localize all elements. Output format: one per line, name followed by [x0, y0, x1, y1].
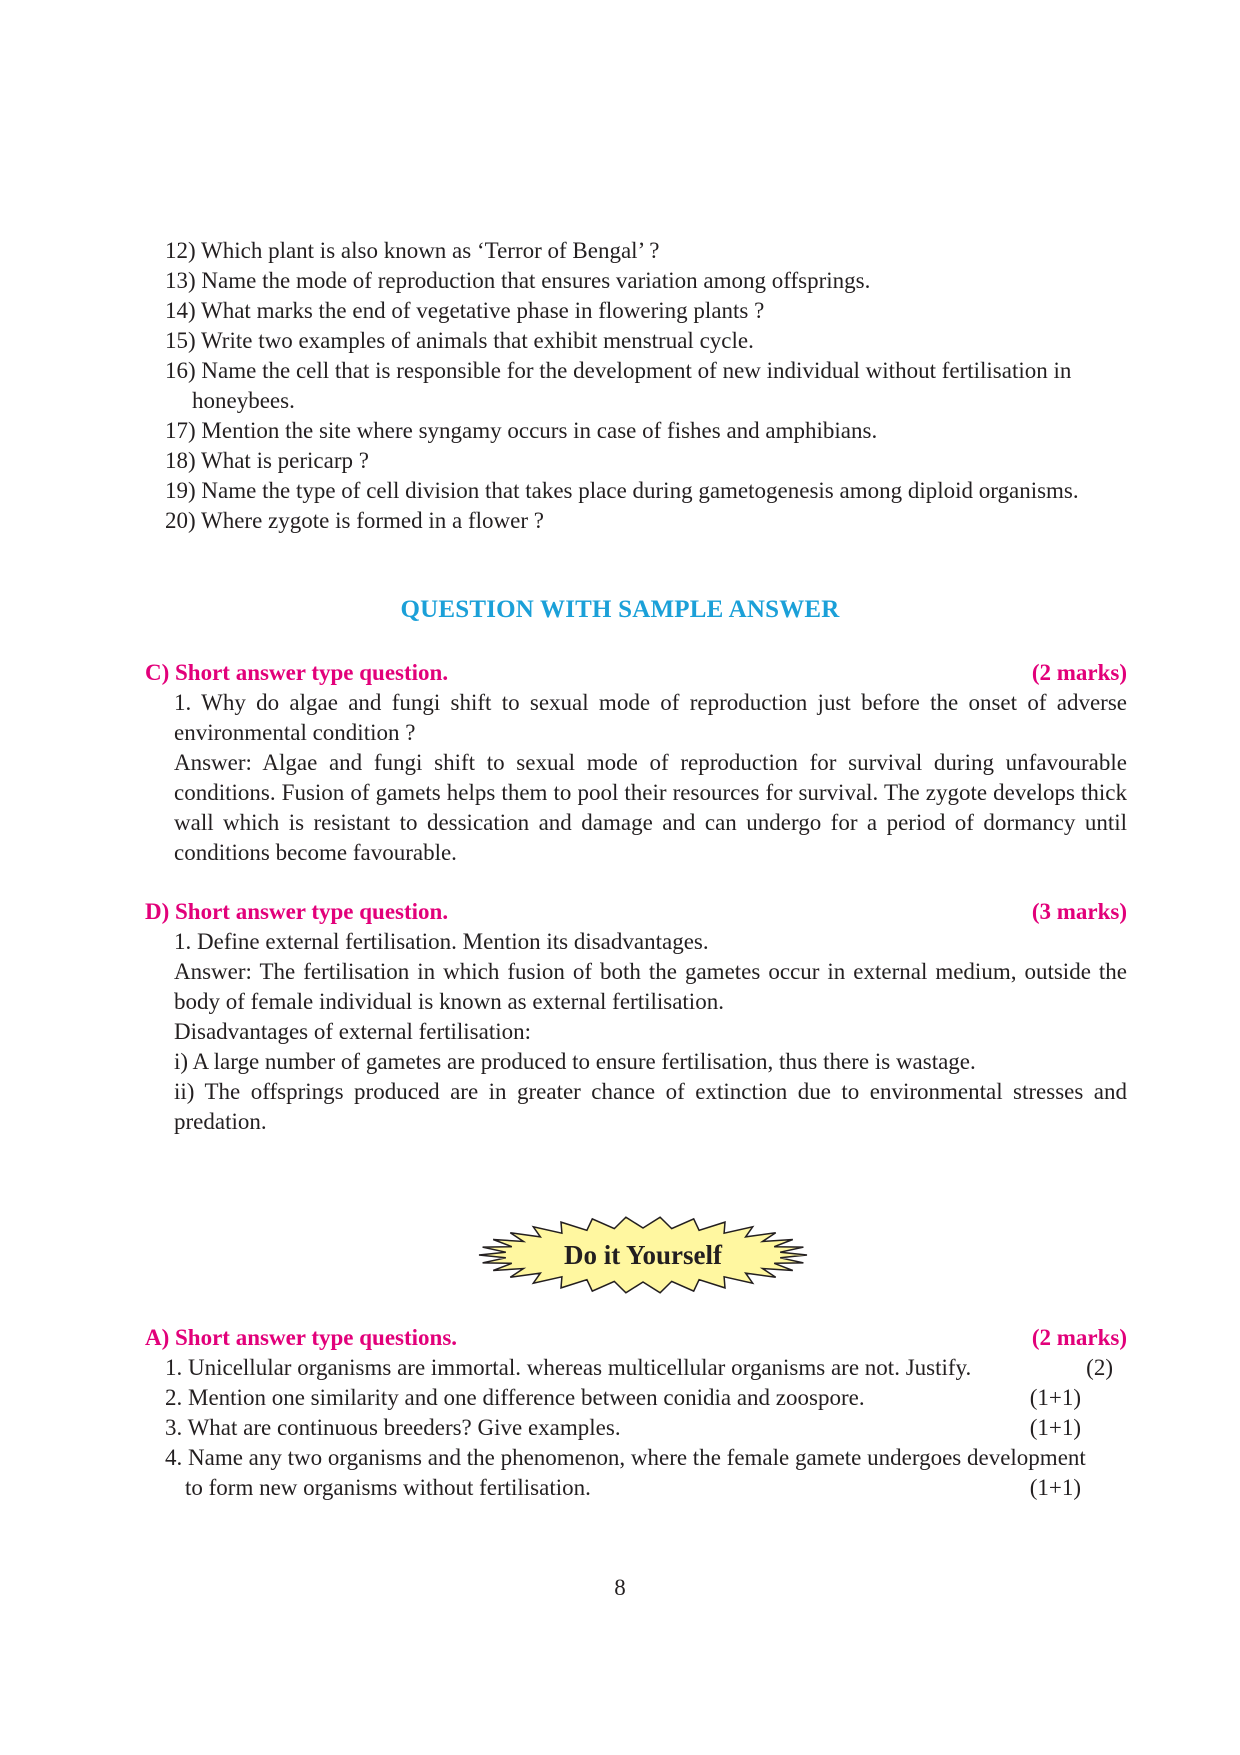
section-d-point-2: ii) The offsprings produced are in greater chance of extinction due to environmental stresses and predation. — [174, 1079, 1127, 1134]
list-item-continuation: to form new organisms without fertilisation. (1+1) — [165, 1473, 1127, 1503]
section-d-header — [145, 897, 1127, 927]
section-c-header — [145, 658, 1127, 688]
section-c-answer: Answer: Algae and fungi shift to sexual mode of reproduction for survival during unfavourable conditions. Fusion of gamets helps them to pool their resources for survival. The zygote develops thick wall which is resistant to dessication and damage and can undergo for a period of dormancy until conditions become favourable. — [174, 750, 1127, 865]
list-item: 17) Mention the site where syngamy occurs in case of fishes and amphibians. — [165, 418, 878, 443]
list-item: 14) What marks the end of vegetative phase in flowering plants ? — [165, 298, 765, 323]
list-item: 20) Where zygote is formed in a flower ? — [165, 508, 544, 533]
do-it-yourself-badge — [476, 1215, 810, 1295]
section-d-question: 1. Define external fertilisation. Mention its disadvantages. — [174, 929, 709, 954]
section-c — [145, 658, 1127, 868]
section-c-title: C) Short answer type question. — [145, 660, 449, 685]
question-list — [165, 236, 1125, 536]
list-item: 1. Unicellular organisms are immortal. whereas multicellular organisms are not. Justify. (2) — [165, 1353, 1127, 1383]
badge-label: Do it Yourself — [564, 1240, 722, 1270]
list-item: 15) Write two examples of animals that exhibit menstrual cycle. — [165, 328, 754, 353]
section-c-marks: (2 marks) — [1031, 660, 1127, 685]
section-a-header — [145, 1323, 1127, 1353]
item-marks: (1+1) — [1029, 1385, 1081, 1410]
list-item: 2. Mention one similarity and one difference between conidia and zoospore. (1+1) — [165, 1383, 1127, 1413]
list-item: 18) What is pericarp ? — [165, 448, 369, 473]
item-marks: (1+1) — [1029, 1475, 1081, 1500]
section-a-marks: (2 marks) — [1031, 1325, 1127, 1350]
page-number: 8 — [614, 1575, 626, 1600]
section-d-disadvantages-title: Disadvantages of external fertilisation: — [174, 1019, 532, 1044]
section-d-title: D) Short answer type question. — [145, 899, 449, 924]
list-item: 16) Name the cell that is responsible for the development of new individual without fertilisation in — [165, 358, 1072, 383]
section-a — [145, 1323, 1127, 1503]
section-d-answer: Answer: The fertilisation in which fusion of both the gametes occur in external medium, outside the body of female individual is known as external fertilisation. — [174, 959, 1127, 1014]
list-item: 13) Name the mode of reproduction that ensures variation among offsprings. — [165, 268, 871, 293]
item-marks: (1+1) — [1029, 1415, 1081, 1440]
list-item-continuation: honeybees. — [192, 388, 295, 413]
item-marks: (2) — [1086, 1355, 1113, 1380]
section-a-title: A) Short answer type questions. — [145, 1325, 458, 1350]
section-d-point-1: i) A large number of gametes are produced to ensure fertilisation, thus there is wastage. — [174, 1049, 976, 1074]
section-c-question: 1. Why do algae and fungi shift to sexual mode of reproduction just before the onset of adverse environmental condition ? — [174, 690, 1127, 745]
list-item: 4. Name any two organisms and the phenomenon, where the female gamete undergoes development — [165, 1445, 1086, 1470]
list-item: 12) Which plant is also known as ‘Terror of Bengal’ ? — [165, 238, 660, 263]
section-d-marks: (3 marks) — [1031, 899, 1127, 924]
section-d — [145, 897, 1127, 1137]
section-heading: QUESTION WITH SAMPLE ANSWER — [400, 596, 840, 623]
list-item: 19) Name the type of cell division that takes place during gametogenesis among diploid organisms. — [165, 478, 1079, 503]
list-item: 3. What are continuous breeders? Give examples. (1+1) — [165, 1413, 1127, 1443]
